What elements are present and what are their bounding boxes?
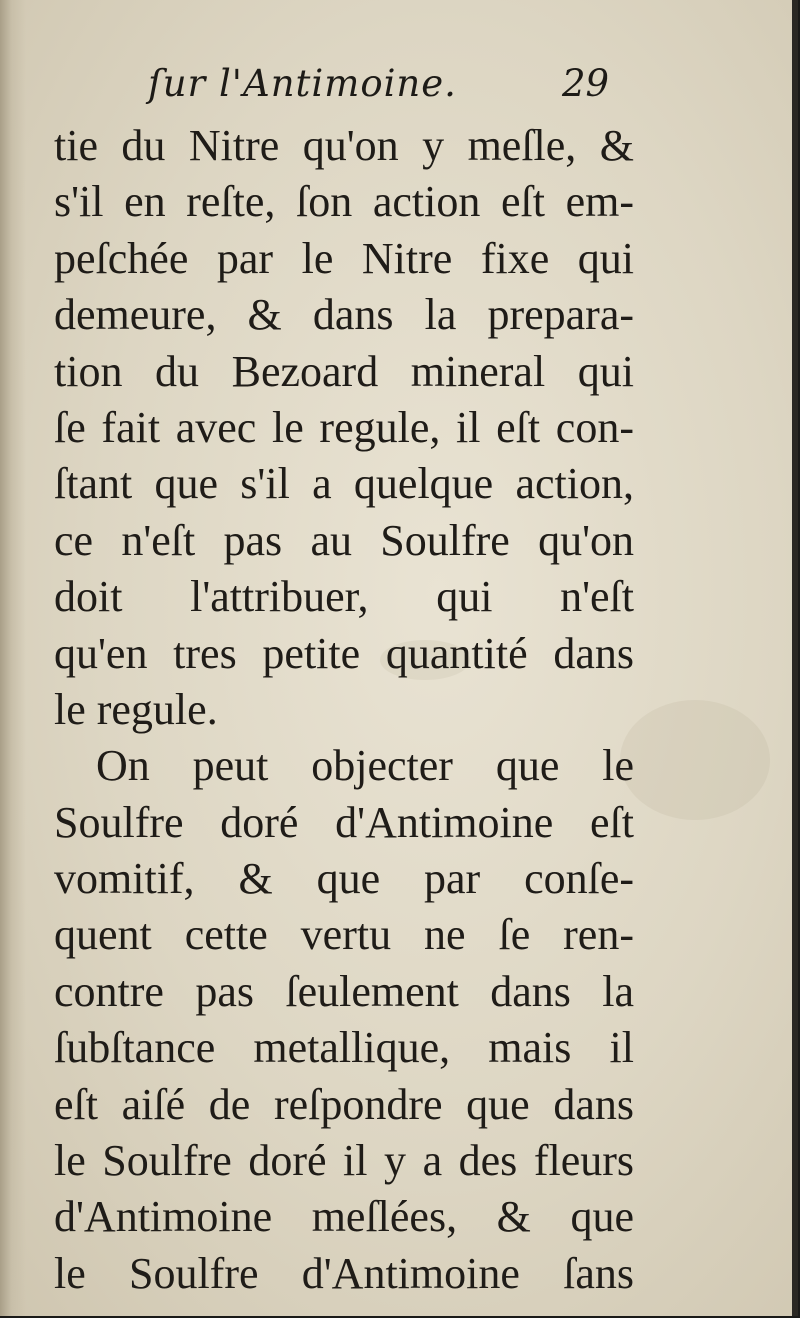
text-line: contre pas ſeulement dans la <box>54 966 634 1016</box>
text-line: d'Antimoine meſlées, & que <box>54 1192 634 1242</box>
text-line: le Soulfre doré il y a des fleurs <box>54 1136 634 1186</box>
paragraph-end-line: le regule. <box>54 684 218 734</box>
text-line: doit l'attribuer, qui n'eſt <box>54 572 634 622</box>
text-line: quent cette vertu ne ſe ren- <box>54 910 634 960</box>
paragraph-first-line: On peut objecter que le <box>96 741 634 791</box>
text-line: ſtant que s'il a quelque action, <box>54 459 634 509</box>
text-line: demeure, & dans la prepara- <box>54 290 634 340</box>
text-line: qu'en tres petite quantité dans <box>54 628 634 678</box>
paper-stain <box>620 700 770 820</box>
text-line: vomitif, & que par conſe- <box>54 854 634 904</box>
text-line: peſchée par le Nitre fixe qui <box>54 233 634 283</box>
page-edge <box>792 0 798 1316</box>
text-line: tie du Nitre qu'on y meſle, & <box>54 121 634 170</box>
text-line: le Soulfre d'Antimoine ſans <box>54 1248 634 1298</box>
text-line: tion du Bezoard mineral qui <box>54 346 634 396</box>
page-header <box>0 62 798 112</box>
body-text <box>54 118 634 1302</box>
page-gutter <box>0 0 26 1316</box>
text-line: ſubſtance metallique, mais il <box>54 1023 634 1073</box>
running-title: ſur l'Antimoine. <box>148 62 457 105</box>
text-line: ſe fait avec le regule, il eſt con- <box>54 402 634 452</box>
text-line: Soulfre doré d'Antimoine eſt <box>54 797 634 847</box>
text-line: eſt aiſé de reſpondre que dans <box>54 1079 634 1129</box>
text-line: s'il en reſte, ſon action eſt em- <box>54 177 634 227</box>
text-line: ce n'eſt pas au Soulfre qu'on <box>54 515 634 565</box>
page-number: 29 <box>562 62 610 105</box>
